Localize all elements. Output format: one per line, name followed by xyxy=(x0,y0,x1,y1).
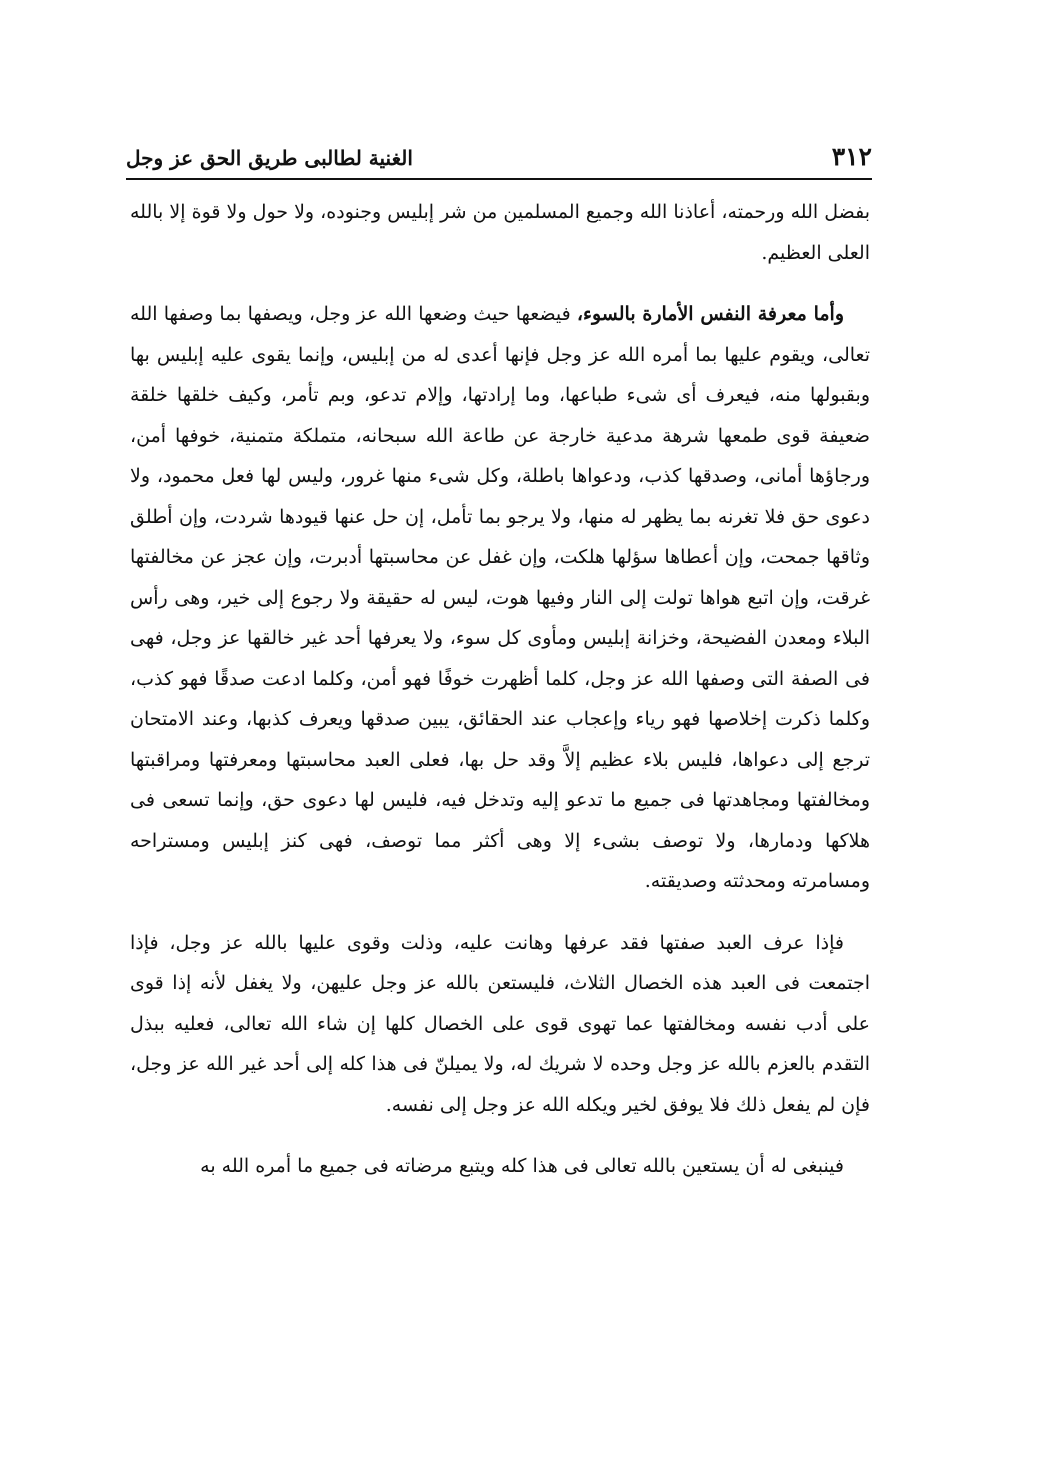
paragraph-3-text: فإذا عرف العبد صفتها فقد عرفها وهانت عليه، وذلت وقوى عليها بالله عز وجل، فإذا اجتمعت فى العبد هذه الخصال الثلاث، فليستعن بالله عز وجل عليهن، ولا يغفل لأنه إذا قوى على أدب نفسه ومخالفتها عما تهوى قوى على الخصال كلها إن شاء الله تعالى، فعليه ببذل التقدم بالعزم بالله عز وجل وحده لا شريك له، ولا يميلنّ فى هذا كله إلى أحد غير الله عز وجل، فإن لم يفعل ذلك فلا يوفق لخير ويكله الله عز وجل إلى نفسه. xyxy=(130,931,870,1116)
body-text xyxy=(130,192,870,1187)
paragraph-3 xyxy=(130,923,870,1126)
paragraph-4 xyxy=(130,1146,870,1187)
page-number: ٣١٢ xyxy=(831,142,872,171)
paragraph-2-text: فيضعها حيث وضعها الله عز وجل، ويصفها بما وصفها الله تعالى، ويقوم عليها بما أمره الله عز وجل فإنها أعدى له من إبليس، وإنما يقوى عليه إبليس بها وبقبولها منه، فيعرف أى شىء طباعها، وما إرادتها، وإلام تدعو، وبم تأمر، وكيف خلقها خلقة ضعيفة قوى طمعها شرهة مدعية خارجة عن طاعة الله سبحانه، متملكة متمنية، خوفها أمن، ورجاؤها أمانى، وصدقها كذب، ودعواها باطلة، وكل شىء منها غرور، وليس لها فعل محمود، ولا دعوى حق فلا تغرنه بما يظهر له منها، ولا يرجو بما تأمل، إن حل عنها قيودها شردت، وإن أطلق وثاقها جمحت، وإن أعطاها سؤلها هلكت، وإن غفل عن محاسبتها أدبرت، وإن عجز عن مخالفتها غرقت، وإن اتبع هواها تولت إلى النار وفيها هوت، ليس له حقيقة ولا رجوع إلى خير، وهى رأس البلاء ومعدن الفضيحة، وخزانة إبليس ومأوى كل سوء، ولا يعرفها أحد غير خالقها عز وجل، فهى فى الصفة التى وصفها الله عز وجل، كلما أظهرت خوفًا فهو أمن، وكلما ادعت صدقًا فهو كذب، وكلما ذكرت إخلاصها فهو رياء وإعجاب عند الحقائق، يبين صدقها ويعرف كذبها، وعند الامتحان ترجع إلى دعواها، فليس بلاء عظيم إلاَّ وقد حل بها، فعلى العبد محاسبتها ومعرفتها ومراقبتها ومخالفتها ومجاهدتها فى جميع ما تدعو إليه وتدخل فيه، فليس لها دعوى حق، وإنما تسعى فى هلاكها ودمارها، ولا توصف بشىء إلا وهى أكثر مما توصف، فهى كنز إبليس ومستراحه ومسامرته ومحدثته وصديقته. xyxy=(130,303,870,892)
running-title: الغنية لطالبى طريق الحق عز وجل xyxy=(126,146,413,170)
paragraph-2 xyxy=(130,294,870,902)
paragraph-4-text: فينبغى له أن يستعين بالله تعالى فى هذا كله ويتبع مرضاته فى جميع ما أمره الله به xyxy=(200,1155,844,1177)
paragraph-1 xyxy=(130,192,870,273)
header-rule xyxy=(126,178,872,180)
page-header xyxy=(126,140,872,176)
paragraph-2-lead: وأما معرفة النفس الأمارة بالسوء، xyxy=(576,303,844,325)
paragraph-1-text: بفضل الله ورحمته، أعاذنا الله وجميع المسلمين من شر إبليس وجنوده، ولا حول ولا قوة إلا بالله العلى العظيم. xyxy=(130,201,870,264)
